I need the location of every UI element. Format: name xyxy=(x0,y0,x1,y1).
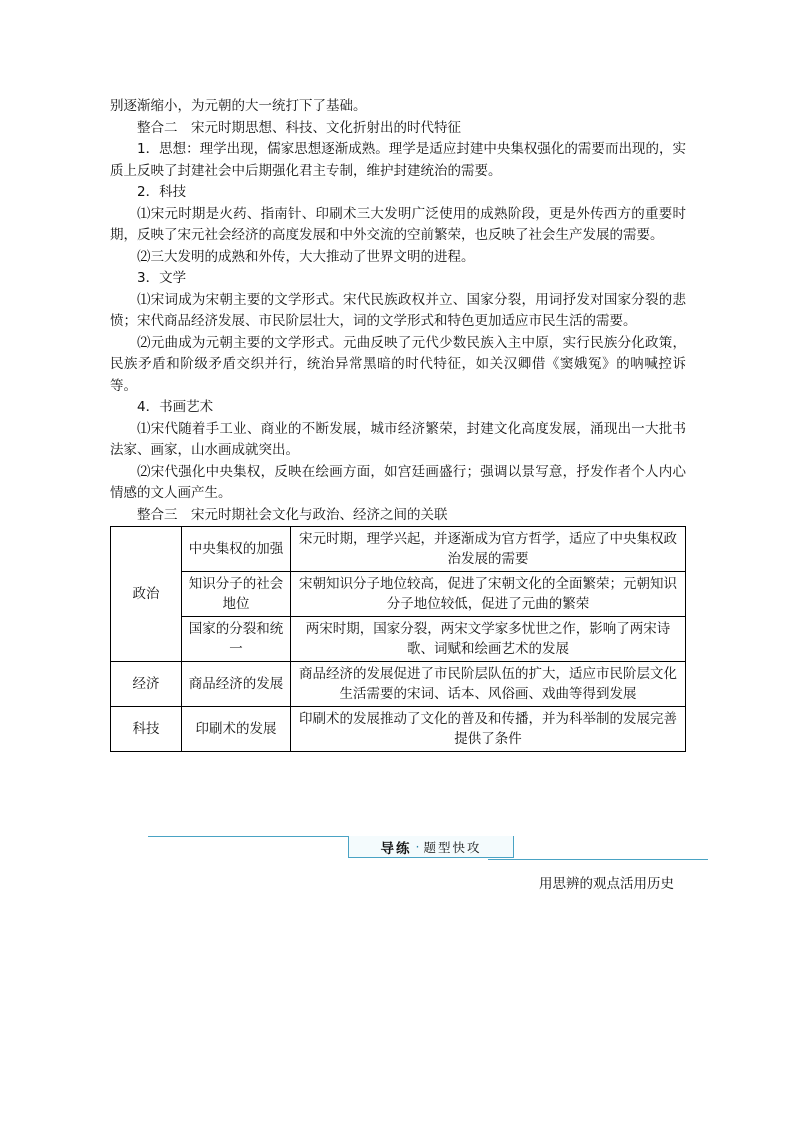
table-cell-description: 印刷术的发展推动了文化的普及和传播，并为科举制的发展完善提供了条件 xyxy=(291,707,686,752)
table-cell-description: 商品经济的发展促进了市民阶层队伍的扩大，适应市民阶层文化生活需要的宋词、话本、风俗画、戏曲等得到发展 xyxy=(291,662,686,707)
table-cell-aspect: 国家的分裂和统一 xyxy=(182,617,291,662)
table-cell-aspect: 商品经济的发展 xyxy=(182,662,291,707)
table-cell-category: 政治 xyxy=(111,527,182,662)
banner-rule-right xyxy=(488,859,708,860)
table-cell-description: 宋元时期，理学兴起，并逐渐成为官方哲学，适应了中央集权政治发展的需要 xyxy=(291,527,686,572)
banner-tag xyxy=(348,836,514,858)
subheading-art: 4．书画艺术 xyxy=(137,399,214,415)
table-row xyxy=(111,617,686,662)
table-cell-description: 宋朝知识分子地位较高，促进了宋朝文化的全面繁荣；元朝知识分子地位较低，促进了元曲的繁荣 xyxy=(291,572,686,617)
paragraph-thought: 1．思想：理学出现，儒家思想逐渐成熟。理学是适应封建中央集权强化的需要而出现的，实质上反映了封建社会中后期强化君主专制，维护封建统治的需要。 xyxy=(110,141,686,179)
paragraph: ⑴宋代随着手工业、商业的不断发展，城市经济繁荣，封建文化高度发展，涌现出一大批书法家、画家，山水画成就突出。 xyxy=(110,420,686,458)
banner-subtitle: 题型快攻 xyxy=(423,839,482,855)
subheading-literature: 3．文学 xyxy=(137,270,187,286)
banner-separator: · xyxy=(415,839,422,854)
paragraph: 别逐渐缩小，为元朝的大一统打下了基础。 xyxy=(110,98,367,114)
paragraph: ⑴宋元时期是火药、指南针、印刷术三大发明广泛使用的成熟阶段，更是外传西方的重要时期，反映了宋元社会经济的高度发展和中外交流的空前繁荣，也反映了社会生产发展的需要。 xyxy=(110,205,686,243)
section-tagline: 用思辨的观点活用历史 xyxy=(539,876,674,892)
paragraph: ⑵三大发明的成熟和外传，大大推动了世界文明的进程。 xyxy=(137,248,475,265)
relation-table xyxy=(110,526,686,752)
section-banner xyxy=(148,834,708,864)
table-row xyxy=(111,662,686,707)
section-heading-2: 整合二 宋元时期思想、科技、文化折射出的时代特征 xyxy=(137,119,461,136)
section-heading-3: 整合三 宋元时期社会文化与政治、经济之间的关联 xyxy=(137,506,448,523)
paragraph: ⑴宋词成为宋朝主要的文学形式。宋代民族政权并立、国家分裂，用词抒发对国家分裂的悲愤；宋代商品经济发展、市民阶层壮大，词的文学形式和特色更加适应市民生活的需要。 xyxy=(110,291,686,329)
table-row xyxy=(111,572,686,617)
paragraph: ⑵元曲成为元朝主要的文学形式。元曲反映了元代少数民族入主中原，实行民族分化政策，民族矛盾和阶级矛盾交织并行，统治异常黑暗的时代特征，如关汉卿借《窦娥冤》的呐喊控诉等。 xyxy=(110,334,686,394)
table-cell-aspect: 印刷术的发展 xyxy=(182,707,291,752)
subheading-tech: 2．科技 xyxy=(137,184,187,200)
table-cell-aspect: 中央集权的加强 xyxy=(182,527,291,572)
table-row xyxy=(111,527,686,572)
table-cell-category: 科技 xyxy=(111,707,182,752)
table-row xyxy=(111,707,686,752)
table-cell-description: 两宋时期，国家分裂，两宋文学家多忧世之作，影响了两宋诗歌、词赋和绘画艺术的发展 xyxy=(291,617,686,662)
banner-rule-left xyxy=(148,836,348,837)
banner-title: 导练 xyxy=(380,840,412,857)
table-cell-category: 经济 xyxy=(111,662,182,707)
table-cell-aspect: 知识分子的社会地位 xyxy=(182,572,291,617)
document-body xyxy=(110,96,686,752)
paragraph: ⑵宋代强化中央集权，反映在绘画方面，如宫廷画盛行；强调以景写意，抒发作者个人内心情感的文人画产生。 xyxy=(110,463,686,501)
